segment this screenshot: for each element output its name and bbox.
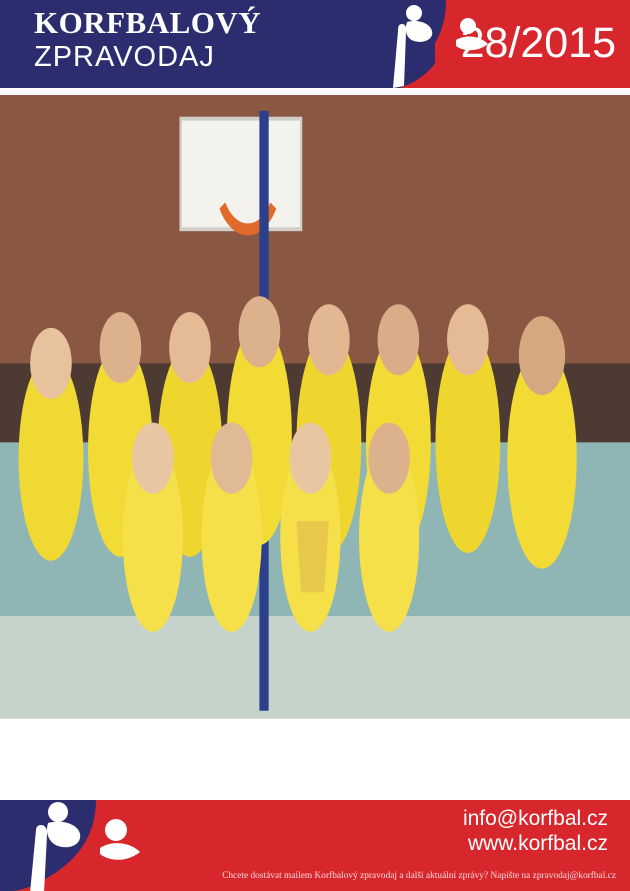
photo-prostejov-team [316,483,590,643]
footer-subscribe-note: Chcete dostávat mailem Korfbalový zpravodaj a další aktuální zprávy? Napište na zpravodaj@korfbal.cz [222,871,616,881]
page-header [0,0,630,88]
newsletter-title-sub: ZPRAVODAJ [34,41,215,73]
korfbal-logo-footer-icon [0,800,152,891]
newsletter-title-main: KORFBALOVÝ [34,5,262,40]
issue-number: 28/2015 [460,19,616,67]
page-content [0,95,630,719]
paragraph-4 [68,480,590,684]
footer-email[interactable]: info@korfbal.cz [462,807,608,830]
footer-website[interactable]: www.korfbal.cz [467,832,608,855]
page-footer [0,800,630,891]
